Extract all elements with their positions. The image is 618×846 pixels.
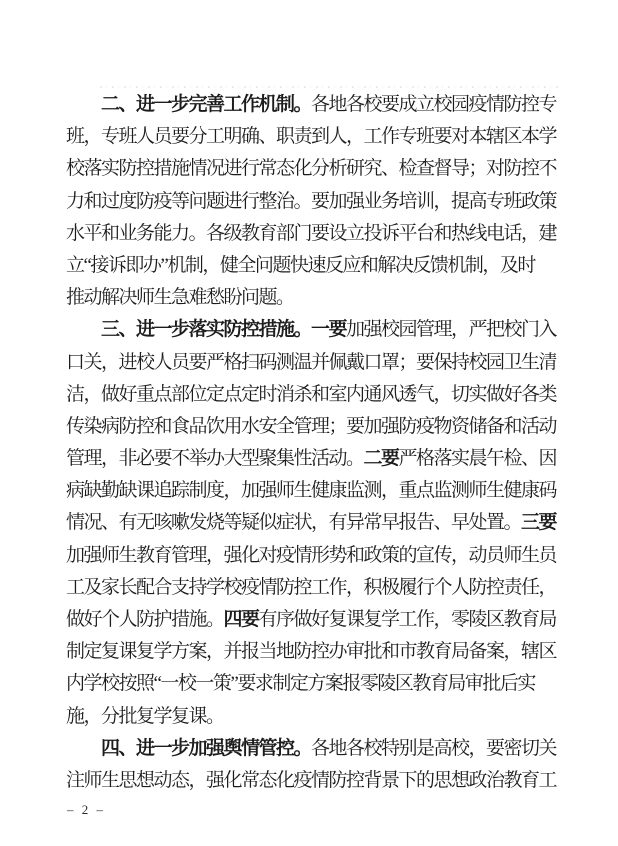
text-line [66,347,562,379]
text-segment: 洁，做好重点部位定点定时消杀和室内通风透气，切实做好各类 [66,383,557,405]
text-segment: 严格落实晨午检、因 [398,448,557,470]
text-segment: 内学校按照“一校一策”要求制定方案报零陵区教育局审批后实 [66,673,535,695]
text-line [66,475,562,507]
text-line [66,411,562,443]
text-line [66,153,562,185]
text-segment: 传染病防控和食品饮用水安全管理；要加强防疫物资储备和活动 [66,415,557,437]
text-segment: 班，专班人员要分工明确、职责到人，工作专班要对本辖区本学 [66,126,557,148]
text-line [66,701,562,733]
text-segment: 推动解决师生急难愁盼问题。 [66,287,294,309]
text-line [66,250,562,282]
text-segment: 情况、有无咳嗽发烧等疑似症状，有异常早报告、早处置。 [66,512,522,534]
text-segment: 施，分批复学复课。 [66,705,224,727]
text-segment: 做好个人防护措施。 [66,609,224,630]
text-segment: 加强校园管理，严把校门入 [346,319,557,341]
text-segment: 注师生思想动态，强化常态化疫情防控背景下的思想政治教育工 [66,769,557,791]
text-line [66,89,562,121]
text-segment: 力和过度防疫等问题进行整治。要加强业务培训，提高专班政策 [66,190,557,212]
text-line [66,379,562,411]
page-number: – 2 – [67,802,106,817]
text-segment-bold: 二、进一步完善工作机制。 [101,94,312,115]
text-line [66,186,562,218]
text-segment: 有序做好复课复学工作，零陵区教育局 [258,609,557,630]
text-line [66,218,562,250]
text-segment: 病缺勤缺课追踪制度，加强师生健康监测，重点监测师生健康码 [66,480,557,502]
text-segment: 口关，进校人员要严格扫码测温并佩戴口罩；要保持校园卫生清 [66,351,557,373]
text-line [66,733,562,765]
document-body-text [66,89,562,797]
text-segment: 加强师生教育管理，强化对疫情形势和政策的宣传，动员师生员 [66,544,557,566]
text-segment: 制定复课复学方案，并报当地防控办审批和市教育局备案，辖区 [66,641,557,663]
text-segment: 管理，非必要不举办大型聚集性活动。 [66,448,364,470]
text-segment: 各地各校要成立校园疫情防控专 [311,94,557,115]
scan-artifact-line [100,86,562,88]
text-segment-bold: 三要 [521,512,557,534]
text-line [66,282,562,314]
text-line [66,604,562,636]
text-line [66,765,562,797]
text-line [66,507,562,539]
text-segment-bold: 四、进一步加强舆情管控。 [101,737,312,759]
text-line [66,121,562,153]
text-line [66,668,562,700]
text-segment-bold: 四要 [223,609,259,630]
text-segment: 工及家长配合支持学校疫情防控工作，积极履行个人防控责任， [66,576,557,598]
text-line [66,314,562,346]
text-line [66,540,562,572]
text-segment: 立“接诉即办”机制，健全问题快速反应和解决反馈机制，及时 [66,254,535,276]
text-line [66,572,562,604]
text-line [66,636,562,668]
text-segment: 校落实防控措施情况进行常态化分析研究、检查督导；对防控不 [66,158,557,180]
text-line [66,443,562,475]
text-segment-bold: 二要 [363,448,399,470]
text-segment-bold: 三、进一步落实防控措施。一要 [101,319,347,341]
text-segment: 水平和业务能力。各级教育部门要设立投诉平台和热线电话，建 [66,222,557,244]
text-segment: 各地各校特别是高校，要密切关 [311,737,557,759]
